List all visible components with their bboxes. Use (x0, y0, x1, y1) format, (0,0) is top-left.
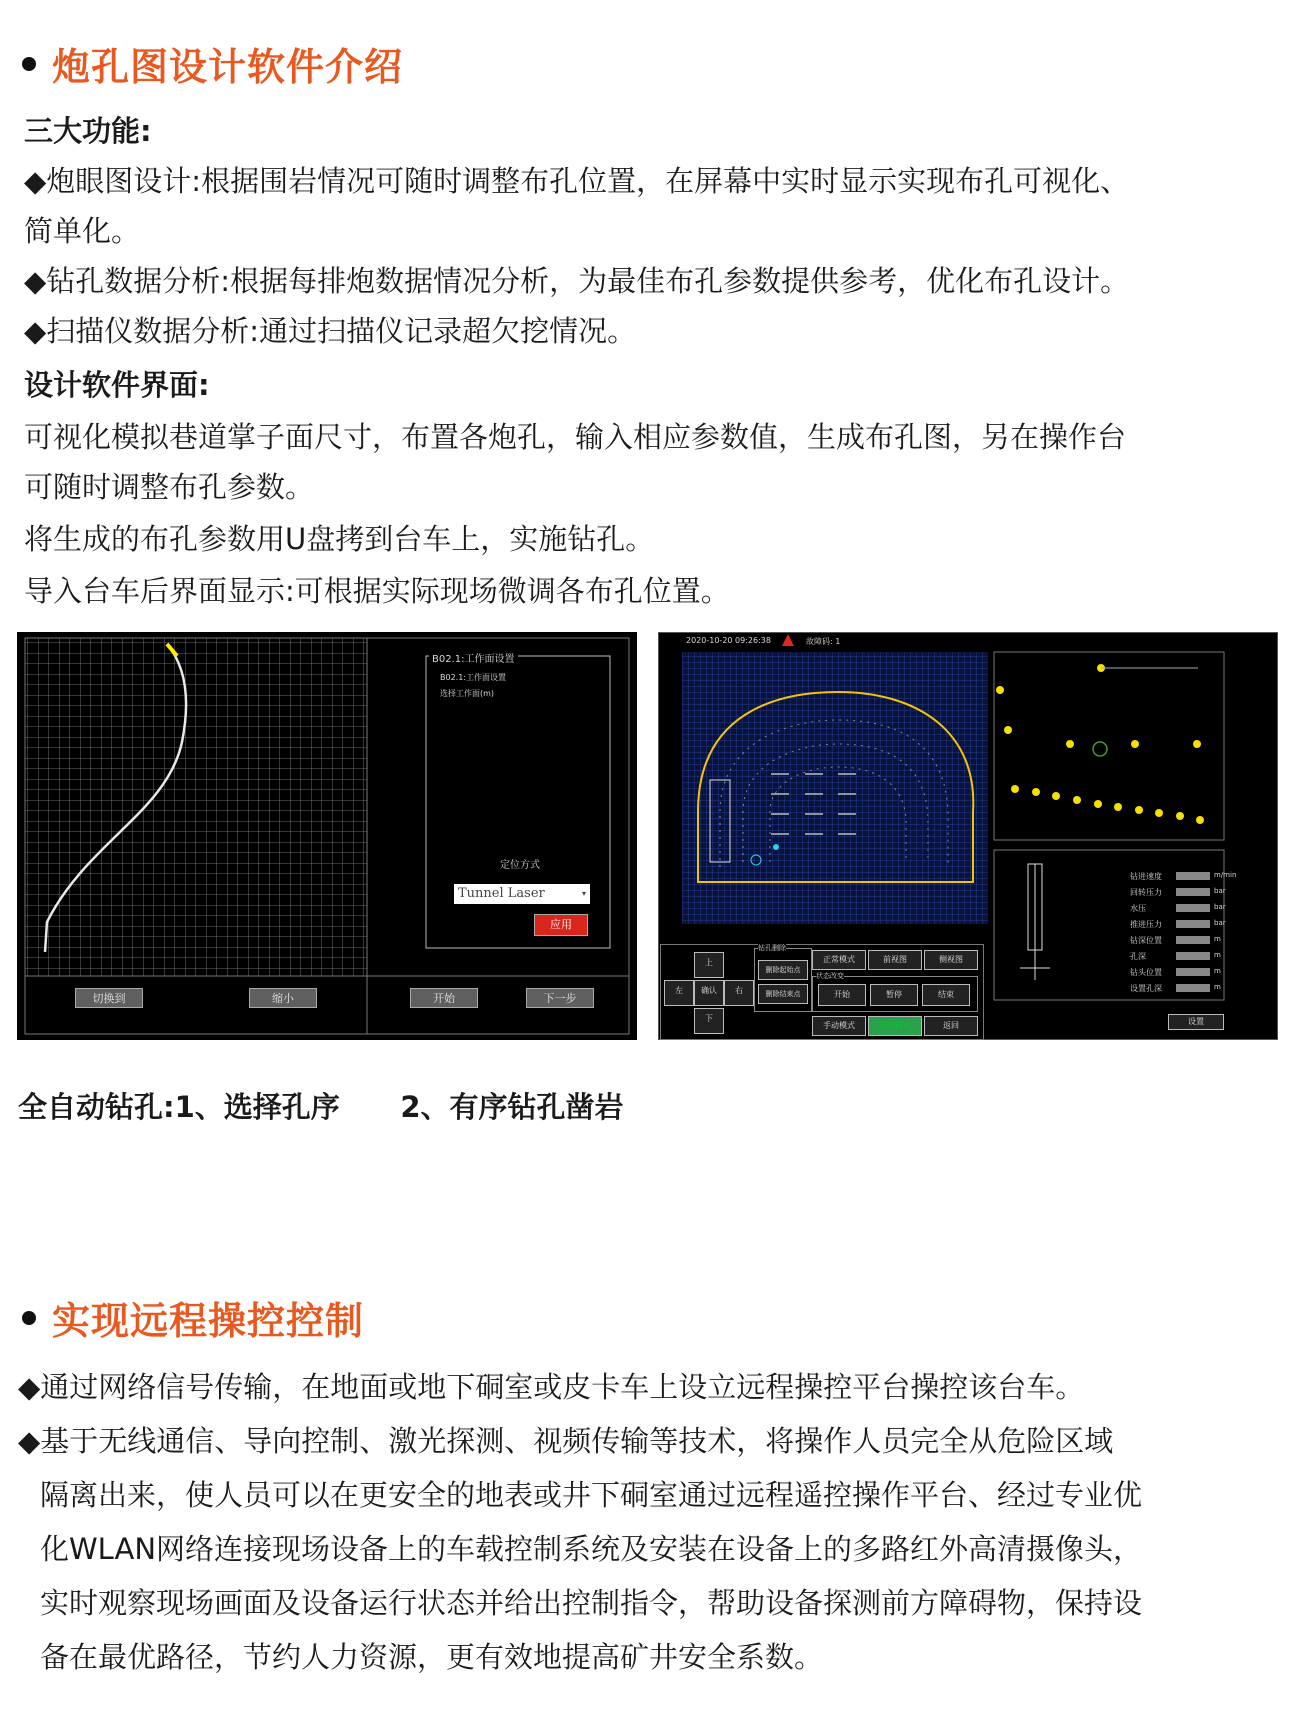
feature-line: 简单化。 (24, 214, 141, 248)
set-button[interactable]: 设置 (1168, 1014, 1224, 1030)
param-value-field[interactable] (1176, 984, 1210, 992)
state-group-label: 状态改变 (816, 972, 844, 980)
remote-line: ◆基于无线通信、导向控制、激光探测、视频传输等技术，将操作人员完全从危险区域 (18, 1424, 1114, 1458)
feature-line: ◆炮眼图设计:根据围岩情况可随时调整布孔位置，在屏幕中实时显示实现布孔可视化、 (24, 164, 1130, 198)
drilling-control-screenshot (658, 632, 1278, 1040)
interface-heading: 设计软件界面: (24, 368, 210, 402)
grid-canvas (17, 632, 637, 1040)
param-label: 钻进速度 (1130, 872, 1162, 881)
param-value-field[interactable] (1176, 936, 1210, 944)
design-software-screenshot (17, 632, 637, 1040)
param-unit: m/min (1214, 871, 1237, 879)
param-value-field[interactable] (1176, 904, 1210, 912)
dpad-left-button[interactable]: 左 (664, 980, 694, 1006)
locate-select-value: Tunnel Laser (458, 886, 545, 901)
param-label: 推进压力 (1130, 920, 1162, 929)
remote-line: 隔离出来，使人员可以在更安全的地表或井下硐室通过远程遥控操作平台、经过专业优 (40, 1478, 1143, 1512)
param-row (1130, 932, 1222, 948)
screenshot-caption: 全自动钻孔:1、选择孔序 2、有序钻孔凿岩 (18, 1090, 624, 1124)
alarm-icon (782, 634, 794, 646)
manual-mode-button[interactable]: 手动模式 (812, 1016, 866, 1036)
param-row (1130, 900, 1226, 916)
delete-end-button[interactable]: 删除结束点 (758, 984, 808, 1004)
locate-select[interactable] (454, 884, 590, 904)
param-label: 回转压力 (1130, 888, 1162, 897)
bullet-dot-icon (22, 57, 36, 71)
param-value-field[interactable] (1176, 952, 1210, 960)
dpad-confirm-button[interactable]: 确认 (694, 980, 724, 1006)
chevron-down-icon: ▾ (581, 889, 586, 898)
state-pause-button[interactable]: 暂停 (870, 984, 918, 1006)
dpad-up-button[interactable]: 上 (694, 952, 724, 978)
remote-line: 备在最优路径，节约人力资源，更有效地提高矿井安全系数。 (40, 1640, 824, 1674)
param-value-field[interactable] (1176, 968, 1210, 976)
interface-line: 导入台车后界面显示:可根据实际现场微调各布孔位置。 (24, 574, 730, 608)
delete-start-button[interactable]: 删除起始点 (758, 960, 808, 980)
features-heading: 三大功能: (24, 114, 152, 148)
side-view-button[interactable]: 侧视图 (924, 950, 978, 970)
front-view-button[interactable]: 前视图 (868, 950, 922, 970)
param-value-field[interactable] (1176, 888, 1210, 896)
back-button[interactable]: 返回 (924, 1016, 978, 1036)
panel-subtitle: B02.1:工作面设置 (440, 673, 506, 682)
state-end-button[interactable]: 结束 (922, 984, 970, 1006)
param-unit: m (1214, 983, 1221, 991)
interface-line: 可随时调整布孔参数。 (24, 470, 315, 504)
param-row (1130, 884, 1226, 900)
remote-line: 实时观察现场画面及设备运行状态并给出控制指令，帮助设备探测前方障碍物，保持设 (40, 1586, 1143, 1620)
panel-subtitle: 选择工作面(m) (440, 689, 495, 698)
interface-line: 可视化模拟巷道掌子面尺寸，布置各炮孔，输入相应参数值，生成布孔图，另在操作台 (24, 420, 1127, 454)
section2-heading (22, 1290, 364, 1345)
feature-line: ◆扫描仪数据分析:通过扫描仪记录超欠挖情况。 (24, 314, 637, 348)
dpad-right-button[interactable]: 右 (724, 980, 754, 1006)
panel-title: B02.1:工作面设置 (429, 650, 518, 665)
section1-title: 炮孔图设计软件介绍 (52, 45, 404, 89)
fault-code-label: 故障码: 1 (806, 637, 841, 646)
remote-line: ◆通过网络信号传输，在地面或地下硐室或皮卡车上设立远程操控平台操控该台车。 (18, 1370, 1085, 1404)
param-row (1130, 868, 1237, 884)
feature-line: ◆钻孔数据分析:根据每排炮数据情况分析，为最佳布孔参数提供参考，优化布孔设计。 (24, 264, 1130, 298)
section1-heading (22, 36, 403, 91)
next-step-button[interactable]: 下一步 (526, 988, 594, 1008)
param-unit: bar (1214, 887, 1226, 895)
parameter-list (1130, 868, 1237, 996)
param-row (1130, 980, 1222, 996)
param-label: 钻深位置 (1130, 936, 1162, 945)
delete-group-label: 钻孔删除 (758, 944, 786, 952)
remote-line: 化WLAN网络连接现场设备上的车载控制系统及安装在设备上的多路红外高清摄像头， (40, 1532, 1143, 1566)
param-label: 水压 (1130, 904, 1146, 913)
normal-mode-button[interactable]: 正常模式 (812, 950, 866, 970)
auto-mode-button[interactable]: 自动模式 (868, 1016, 922, 1036)
bullet-dot-icon (22, 1311, 36, 1325)
param-row (1130, 948, 1222, 964)
param-value-field[interactable] (1176, 872, 1210, 880)
dpad-down-button[interactable]: 下 (694, 1008, 724, 1034)
locate-label: 定位方式 (500, 860, 540, 871)
param-label: 孔深 (1130, 952, 1146, 961)
start-button[interactable]: 开始 (410, 988, 478, 1008)
section2-title: 实现远程操控控制 (52, 1299, 365, 1343)
param-unit: bar (1214, 919, 1226, 927)
param-unit: bar (1214, 903, 1226, 911)
param-row (1130, 916, 1226, 932)
param-unit: m (1214, 951, 1221, 959)
param-label: 钻头位置 (1130, 968, 1162, 977)
interface-line: 将生成的布孔参数用U盘拷到台车上，实施钻孔。 (24, 522, 655, 556)
param-unit: m (1214, 935, 1221, 943)
zoom-out-button[interactable]: 缩小 (249, 988, 317, 1008)
param-unit: m (1214, 967, 1221, 975)
apply-button[interactable]: 应用 (534, 914, 588, 936)
param-label: 设置孔深 (1130, 984, 1162, 993)
param-row (1130, 964, 1222, 980)
param-value-field[interactable] (1176, 920, 1210, 928)
state-start-button[interactable]: 开始 (818, 984, 866, 1006)
switch-button[interactable]: 切换到 (75, 988, 143, 1008)
datetime-label: 2020-10-20 09:26:38 (686, 636, 771, 645)
